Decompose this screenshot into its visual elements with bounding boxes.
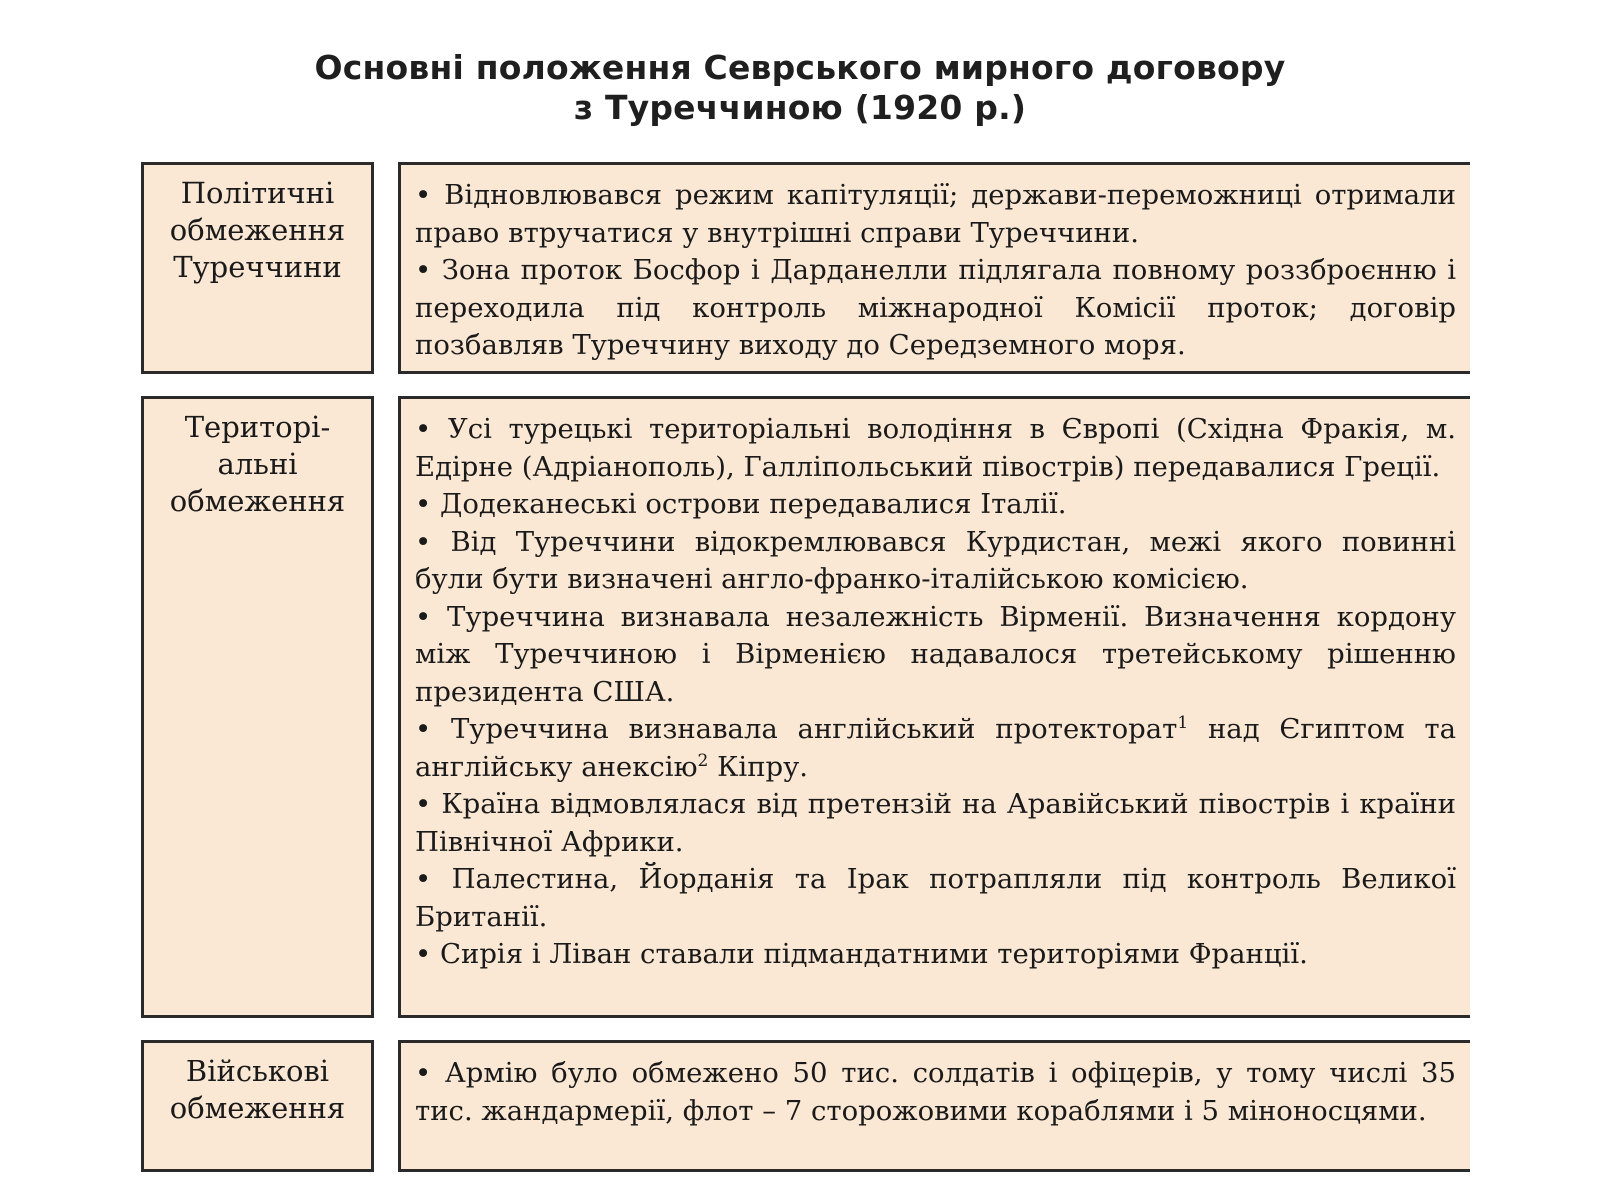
row-label-line: обмеження xyxy=(169,1091,346,1125)
row-label-line: Туреччини xyxy=(173,250,342,284)
list-item: • Додеканеські острови передавалися Італії. xyxy=(415,488,1067,520)
row-label-line: обмеження xyxy=(169,213,346,247)
item-text: Кіпру. xyxy=(708,750,809,783)
list-item-with-footnotes xyxy=(415,711,1456,786)
row-content-political xyxy=(398,162,1470,374)
list-item: • Відновлювався режим капітуляції; держави-переможниці отримали право втручатися у внутрішні справи Туреччини. xyxy=(415,179,1456,249)
row-label-territorial xyxy=(141,396,374,1018)
title-line-1: Основні положення Севрського мирного договору xyxy=(314,48,1286,87)
row-content-military xyxy=(398,1040,1470,1172)
list-item: • Від Туреччини відокремлювався Курдистан, межі якого повинні були бути визначені англо-франко-італійською комісією. xyxy=(415,525,1456,595)
row-label-line: обмеження xyxy=(169,484,346,518)
row-label-line: альні xyxy=(217,447,298,481)
row-label-line: Військові xyxy=(185,1054,330,1088)
row-label-line: Політичні xyxy=(180,176,335,210)
title-line-2: з Туреччиною (1920 р.) xyxy=(573,88,1027,127)
list-item: • Сирія і Ліван ставали підмандатними територіями Франції. xyxy=(415,938,1308,970)
row-content-territorial xyxy=(398,396,1470,1018)
page-title xyxy=(0,48,1600,128)
footnote-marker-2: 2 xyxy=(697,750,709,771)
footnote-marker-1: 1 xyxy=(1177,712,1189,733)
item-text: • Туреччина визнавала англійський протекторат xyxy=(415,713,1178,745)
row-label-military xyxy=(141,1040,374,1172)
item-text: над Єгиптом та англійську анексію xyxy=(415,713,1456,783)
row-label-political xyxy=(141,162,374,374)
list-item: • Туреччина визнавала незалежність Вірменії. Визначення кордону між Туреччиною і Вірменією надавалося третейському рішенню президента США. xyxy=(415,600,1456,708)
row-label-line: Територі- xyxy=(184,410,331,444)
list-item: • Усі турецькі територіальні володіння в Європі (Східна Фракія, м. Едірне (Адріанополь), Галліпольський півострів) передавалися Греції. xyxy=(415,413,1456,483)
list-item: • Країна відмовлялася від претензій на Аравійський півострів і країни Північної Африки. xyxy=(415,788,1456,858)
list-item: • Палестина, Йорданія та Ірак потрапляли під контроль Великої Британії. xyxy=(415,863,1456,933)
list-item: • Армію було обмежено 50 тис. солдатів і офіцерів, у тому числі 35 тис. жандармерії, флот – 7 сторожовими кораблями і 5 міноносцями. xyxy=(415,1057,1456,1127)
list-item: • Зона проток Босфор і Дарданелли підлягала повному роззброєнню і переходила під контроль міжнародної Комісії проток; договір позбавляв Туреччину виходу до Середземного моря. xyxy=(415,254,1456,361)
